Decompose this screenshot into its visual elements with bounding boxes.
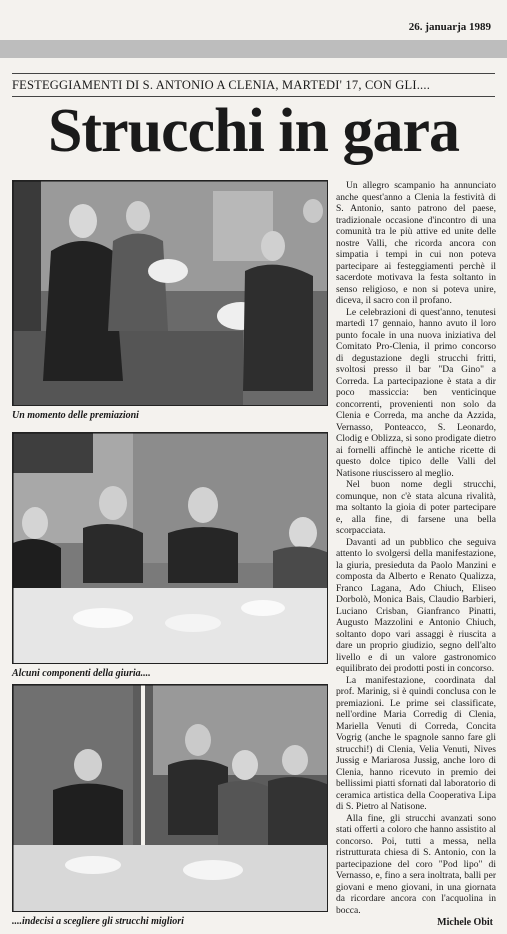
article-paragraph: Davanti ad un pubblico che seguiva attento lo svolgersi della manifestazione, la giuria, presieduta da Paolo Manzini e composta da Alberto e Renato Qualizza, Franco Lagana, Ado Chiuch, Eliseo Dorbolò, Monica Bais, Claudio Barbieri, Luciano Crisban, Gianfranco Pinatti, Augusto Mazzolini e Antonio Chiuch, soltanto dopo vari assaggi è riuscita a dare un proprio giudizio, segno dell'alto livello e di un valore gastronomico equilibrato dei prodotti posti in concorso. — [336, 536, 496, 674]
photo-indecisi — [12, 684, 328, 912]
caption-photo3: ....indecisi a scegliere gli strucchi migliori — [12, 916, 184, 927]
byline: Michele Obit — [437, 917, 493, 928]
headline: Strucchi in gara — [47, 97, 460, 165]
article-paragraph: La manifestazione, coordinata dal prof. Marinig, si è quindi conclusa con le premiazioni. Le prime sei classificate, nell'ordine Maria Corredig di Clenia, Mariella Venuti di Correda, Concita Vogrig (anche le spagnole sanno fare gli strucchi!) di Clenia, Velia Venuti, Nives Jussig e Mariarosa Jussig, anche loro di Clenia, hanno ricevuto in premio dei bellissimi piatti sfornati dal laboratorio di ceramica artistica della Cooperativa Lipa di S. Pietro al Natisone. — [336, 674, 496, 812]
header-band — [0, 40, 507, 58]
article-paragraph: Nel buon nome degli strucchi, comunque, non c'è stata alcuna rivalità, ma soltanto la gioia di poter partecipare e, alla fine, di farsene una bella scorpacciata. — [336, 479, 496, 536]
article-paragraph: Un allegro scampanio ha annunciato anche quest'anno a Clenia la festività di S. Antonio, santo patrono del paese, tradizionale occasione d'incontro di una comunità tra le più attive ed unite delle nostre Valli, che ricorda ancora con simpatia i tempi in cui non poteva partecipare ai festeggiamenti perchè il sacerdote motivava la festa soltanto in senso religioso, e non si poteva unire, diceva, il sacro con il profano. — [336, 180, 496, 306]
photo-giuria — [12, 432, 328, 664]
kicker-rule-top — [12, 73, 495, 74]
caption-photo1: Un momento delle premiazioni — [12, 410, 139, 421]
photo-premiazioni — [12, 180, 328, 406]
article-paragraph: Le celebrazioni di quest'anno, tenutesi martedì 17 gennaio, hanno avuto il loro punto focale in una nuova iniziativa del Comitato Pro-Clenia, il primo concorso di degustazione degli strucchi fritti, svoltosi presso il bar "Da Gino" a Correda. La partecipazione è stata a dir poco massiccia: ben venticinque concorrenti, provenienti non solo da Clenia e Correda, ma anche da Azzida, Vernasso, Ponteacco, S. Leonardo, Clodig e Oblizza, si sono prodigate dietro ai fornelli affinchè le antiche ricette di questo dolce tipico delle Valli del Natisone riuscissero al meglio. — [336, 306, 496, 479]
article-paragraph: Alla fine, gli strucchi avanzati sono stati offerti a coloro che hanno assistito al concorso. Poi, tutti a messa, nella ristrutturata chiesa di S. Antonio, con la partecipazione del coro "Pod lipo" di Vernasso, e, fino a sera inoltrata, balli per giovani e meno giovani, in una giornata da ricordare ancora con l'acquolina in bocca. — [336, 812, 496, 916]
kicker: FESTEGGIAMENTI DI S. ANTONIO A CLENIA, MARTEDI' 17, CON GLI.... — [12, 78, 431, 92]
date-line: 26. januarja 1989 — [408, 21, 491, 33]
article-column — [336, 180, 496, 916]
caption-photo2: Alcuni componenti della giuria.... — [12, 668, 151, 679]
